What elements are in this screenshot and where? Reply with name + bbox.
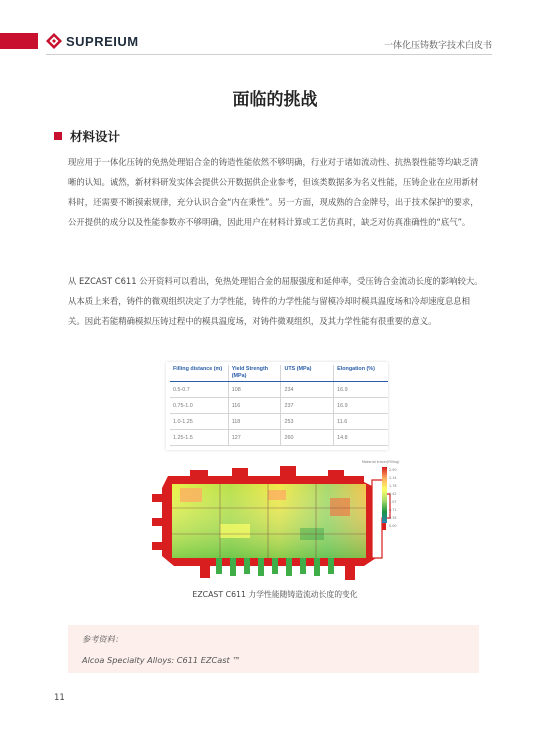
simulation-legend-ticks [389, 466, 397, 530]
table-cell: 118 [228, 414, 281, 430]
brand-logo [46, 33, 139, 49]
properties-table [170, 365, 388, 446]
section-heading [54, 127, 120, 145]
figure-caption: EZCAST C611 力学性能随铸造流动长度的变化 [192, 590, 358, 599]
table-cell: 127 [228, 430, 281, 446]
paragraph-1: 现应用于一体化压铸的免热处理铝合金的铸造性能依然不够明确，行业对于诸如流动性、抗热裂性能等均缺乏清晰的认知。诚然，新材料研发实体会提供公开数据供企业参考，但该类数据多为名义性能，压铸企业在应用新材料时，还需要不断摸索规律，充分认识合金“内在秉性”。另一方面，现成熟的合金牌号，出于技术保护的要求，公开提供的成分以及性能参数亦不够明确，因此用户在材料计算或工艺仿真时，缺乏对仿真准确性的“底气”。 [68, 157, 479, 227]
table-cell: 11.6 [334, 414, 388, 430]
document-title: 一体化压铸数字技术白皮书 [383, 41, 492, 51]
brand-name: SUPREIUM [66, 33, 139, 49]
legend-tick: 0.35 [389, 516, 397, 520]
table-cell: 108 [228, 382, 281, 398]
paragraph-2: 从 EZCAST C611 公开资料可以看出，免热处理铝合金的屈服强度和延伸率，受压铸合金流动长度的影响较大。从本质上来看，铸件的微观组织决定了力学性能，铸件的力学性能与留模冷却时模具温度场和冷却速度息息相关。因此若能精确模拟压铸过程中的模具温度场，对铸件微观组织，及其力学性能有很重要的意义。 [68, 276, 483, 326]
simulation-legend-bar [382, 467, 387, 523]
table-row [170, 430, 388, 446]
header-filling-distance: Filling distance (m) [170, 365, 228, 382]
table-row [170, 382, 388, 398]
section-bullet-icon [54, 132, 62, 140]
table-cell: 16.9 [334, 382, 388, 398]
legend-tick: 1.42 [389, 492, 397, 496]
legend-tick: 0.71 [389, 508, 397, 512]
table-cell: 116 [228, 398, 281, 414]
header-elongation: Elongation (%) [334, 365, 388, 382]
table-row [170, 398, 388, 414]
casting-simulation-image [150, 458, 407, 584]
table-cell: 1.25-1.5 [170, 430, 228, 446]
table-cell: 16.9 [334, 398, 388, 414]
reference-box [68, 625, 479, 673]
table-header-row [170, 365, 388, 382]
legend-tick: 2.50 [389, 468, 397, 472]
reference-text: Alcoa Specialty Alloys: C611 EZCast ™ [82, 655, 241, 665]
table-cell: 234 [281, 382, 334, 398]
page-number: 11 [54, 693, 65, 703]
table-cell: 0.75-1.0 [170, 398, 228, 414]
table-cell: 237 [281, 398, 334, 414]
page-title: 面临的挑战 [232, 90, 318, 110]
logo-mark-icon [46, 33, 62, 49]
table-cell: 1.0-1.25 [170, 414, 228, 430]
header-accent-bar [0, 33, 38, 49]
header-divider [46, 54, 492, 55]
legend-tick: 2.14 [389, 476, 397, 480]
properties-table-figure [166, 362, 388, 450]
header-yield-strength: Yield Strength (MPa) [228, 365, 281, 382]
table-cell: 253 [281, 414, 334, 430]
section-title: 材料设计 [70, 129, 121, 144]
header-uts: UTS (MPa) [281, 365, 334, 382]
table-cell: 260 [281, 430, 334, 446]
reference-label: 参考资料： [82, 634, 123, 644]
legend-tick: 1.78 [389, 484, 397, 488]
table-cell: 14.8 [334, 430, 388, 446]
table-row [170, 414, 388, 430]
legend-tick: 1.07 [389, 500, 397, 504]
simulation-legend-title: Material tracer(Filling) [362, 460, 400, 464]
table-cell: 0.5-0.7 [170, 382, 228, 398]
legend-tick: 0.00 [389, 524, 397, 528]
